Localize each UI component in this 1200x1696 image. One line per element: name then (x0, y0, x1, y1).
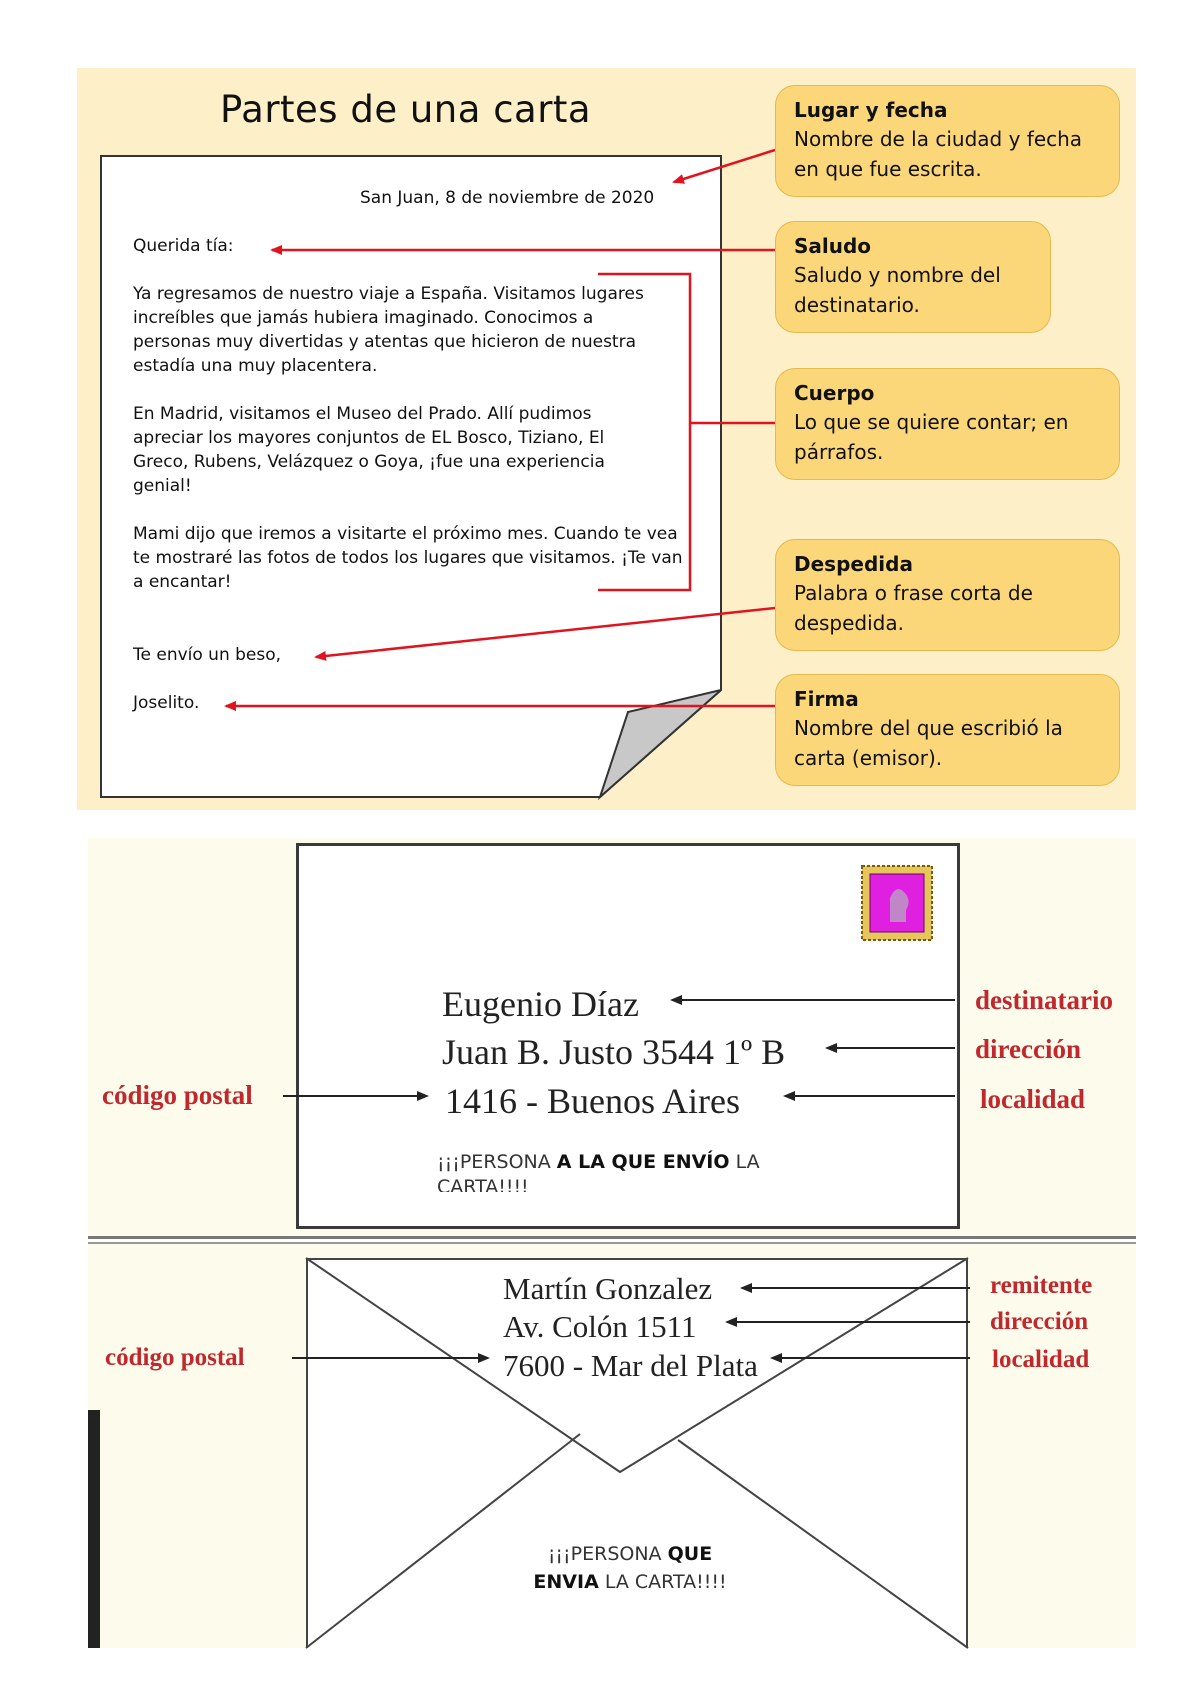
recipient-postal-city: 1416 - Buenos Aires (445, 1081, 740, 1121)
callout-title: Lugar y fecha (794, 98, 948, 122)
page-title: Partes de una carta (220, 88, 592, 131)
recipient-address: Juan B. Justo 3544 1º B (442, 1032, 786, 1072)
note-emphasis: QUE (667, 1543, 713, 1565)
note-suffix: LA CARTA!!!! (604, 1571, 727, 1593)
label-direccion: dirección (990, 1308, 1089, 1335)
callout-title: Despedida (794, 552, 913, 576)
letter-paragraph-3: Mami dijo que iremos a visitarte el próximo mes. Cuando te vea te mostraré las fotos de todos los lugares que visitamos. ¡Te van a encantar! (133, 524, 683, 592)
note-emphasis-2: ENVIA (533, 1571, 599, 1593)
label-direccion: dirección (975, 1034, 1081, 1064)
label-localidad: localidad (980, 1084, 1086, 1114)
callout-description: Nombre del que escribió la carta (emisor). (794, 716, 1063, 770)
sender-postal-city: 7600 - Mar del Plata (503, 1348, 758, 1383)
callout-title: Saludo (794, 234, 872, 258)
callout-description: Palabra o frase corta de despedida. (794, 581, 1033, 635)
letter-paragraph-2: En Madrid, visitamos el Museo del Prado. Allí pudimos apreciar los mayores conjuntos de EL Bosco, Tiziano, El Greco, Rubens, Velázquez o Goya, ¡fue una experiencia genial! (133, 404, 605, 496)
callout-firma (775, 674, 1120, 786)
note-emphasis: A LA QUE ENVÍO (556, 1151, 730, 1173)
callout-description: Lo que se quiere contar; en párrafos. (794, 410, 1069, 464)
postage-stamp-icon (862, 866, 932, 940)
letter-signature: Joselito. (133, 693, 200, 713)
letter-closing: Te envío un beso, (133, 645, 282, 665)
callout-cuerpo (775, 368, 1120, 480)
letter-greeting: Querida tía: (133, 236, 234, 256)
callout-saludo (775, 221, 1051, 333)
callout-lugar-fecha (775, 85, 1120, 197)
note-prefix: ¡¡¡PERSONA (437, 1151, 551, 1173)
callout-despedida (775, 539, 1120, 651)
sender-name: Martín Gonzalez (503, 1271, 713, 1306)
label-codigo-postal: código postal (105, 1344, 245, 1371)
letter-paragraph-1: Ya regresamos de nuestro viaje a España. Visitamos lugares increíbles que jamás hubiera imaginado. Conocimos a personas muy divertidas y atentas que hicieron de nuestra estadía una muy placentera. (133, 284, 644, 376)
note-recipient (437, 1150, 857, 1192)
callout-description: Nombre de la ciudad y fecha en que fue escrita. (794, 127, 1083, 181)
note-suffix: LA CARTA!!!! (437, 1151, 760, 1192)
label-remitente: remitente (990, 1272, 1093, 1299)
recipient-name: Eugenio Díaz (442, 984, 639, 1024)
note-sender (470, 1540, 790, 1596)
label-destinatario: destinatario (975, 985, 1113, 1015)
letter-date: San Juan, 8 de noviembre de 2020 (360, 188, 655, 208)
callout-title: Firma (794, 687, 859, 711)
callout-title: Cuerpo (794, 381, 875, 405)
label-localidad: localidad (992, 1346, 1090, 1373)
note-prefix: ¡¡¡PERSONA (547, 1543, 662, 1565)
label-codigo-postal: código postal (102, 1080, 253, 1110)
callout-description: Saludo y nombre del destinatario. (794, 263, 1001, 317)
sender-address: Av. Colón 1511 (503, 1309, 697, 1344)
